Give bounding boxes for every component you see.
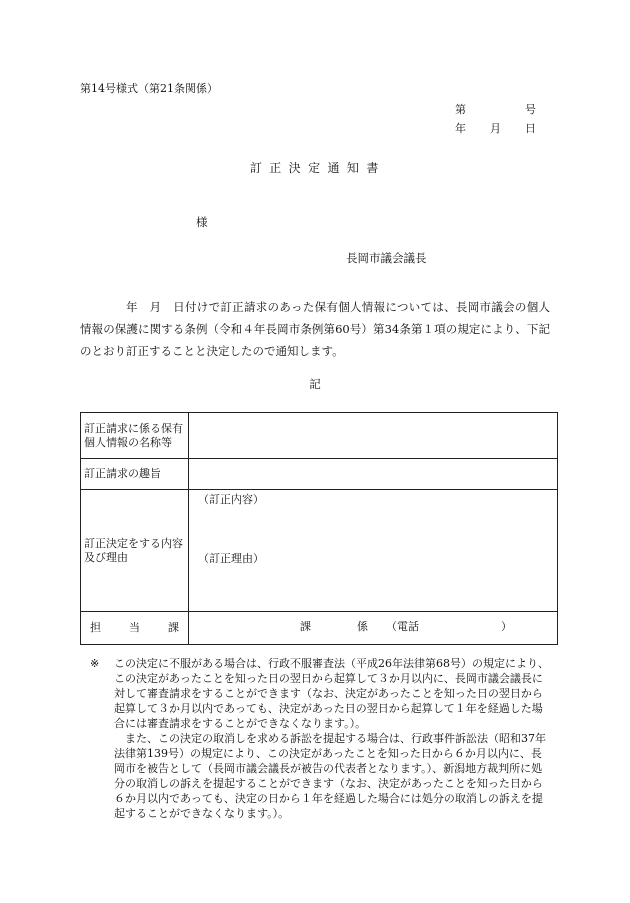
date-day: 日 — [525, 122, 536, 135]
sender-name: 長岡市議会議長 — [346, 251, 427, 265]
contact-value[interactable] — [189, 612, 558, 645]
note-paragraph-appeal: この決定に不服がある場合は、行政不服審査法（平成26年法律第68号）の規定により、この決定があったことを知った日の翌日から起算して３か月以内に、長岡市議会議長に対して審査請求をすることができます（なお、決定があったことを知った日の翌日から起算して３か月以内であっても、決定があった日の翌日から起算して１年を経過した場合には審査請求をすることができなくなります。）。 — [114, 657, 549, 730]
table-row — [81, 459, 558, 490]
decision-table — [80, 412, 558, 645]
table-row — [81, 490, 558, 612]
table-row — [81, 612, 558, 645]
doc-number-prefix: 第 — [455, 103, 466, 116]
body-text: 年 月 日付けで訂正請求のあった保有個人情報については、長岡市議会の個人情報の保護に関する条例（令和４年長岡市条例第60号）第34条第１項の規定により、下記のとおり訂正することと決定したので通知します。 — [80, 300, 550, 358]
info-name-value[interactable] — [189, 413, 558, 459]
contact-phone-open: （電話 — [386, 620, 419, 633]
correction-content-label: （訂正内容） — [198, 493, 264, 506]
decision-value[interactable] — [189, 490, 558, 612]
contact-phone-close: ） — [501, 620, 512, 633]
ki-heading: 記 — [309, 377, 321, 391]
document-title: 訂 正 決 定 通 知 書 — [249, 161, 381, 175]
date-year: 年 — [455, 122, 466, 135]
row-label-request-purpose: 訂正請求の趣旨 — [81, 459, 189, 490]
contact-ka: 課 — [300, 620, 311, 633]
row-label-info-name: 訂正請求に係る保有個人情報の名称等 — [81, 413, 189, 459]
contact-kakari: 係 — [357, 620, 368, 633]
correction-reason-label: （訂正理由） — [198, 552, 264, 565]
tou-char: 当 — [129, 621, 140, 634]
ka-char: 課 — [168, 621, 179, 634]
request-purpose-value[interactable] — [189, 459, 558, 490]
date-month: 月 — [490, 122, 501, 135]
row-label-decision: 訂正決定をする内容及び理由 — [81, 490, 189, 612]
note-paragraph-lawsuit: また、この決定の取消しを求める訴訟を提起する場合は、行政事件訴訟法（昭和37年法律第139号）の規定により、この決定があったことを知った日から６か月以内に、長岡市を被告として（長岡市議会議長が被告の代表者となります。）、新潟地方裁判所に処分の取消しの訴えを提起することができます（なお、決定があったことを知った日から６か月以内であっても、決定の日から１年を経過した場合には処分の取消しの訴えを提起することができなくなります。）。 — [114, 732, 546, 820]
row-label-contact — [81, 612, 189, 645]
doc-number-suffix: 号 — [525, 103, 536, 116]
form-number: 第14号様式（第21条関係） — [80, 82, 218, 95]
notes — [90, 656, 552, 821]
table-row — [81, 413, 558, 459]
addressee-suffix: 様 — [196, 215, 208, 229]
tan-char: 担 — [90, 621, 101, 634]
note-mark: ※ — [90, 657, 100, 670]
